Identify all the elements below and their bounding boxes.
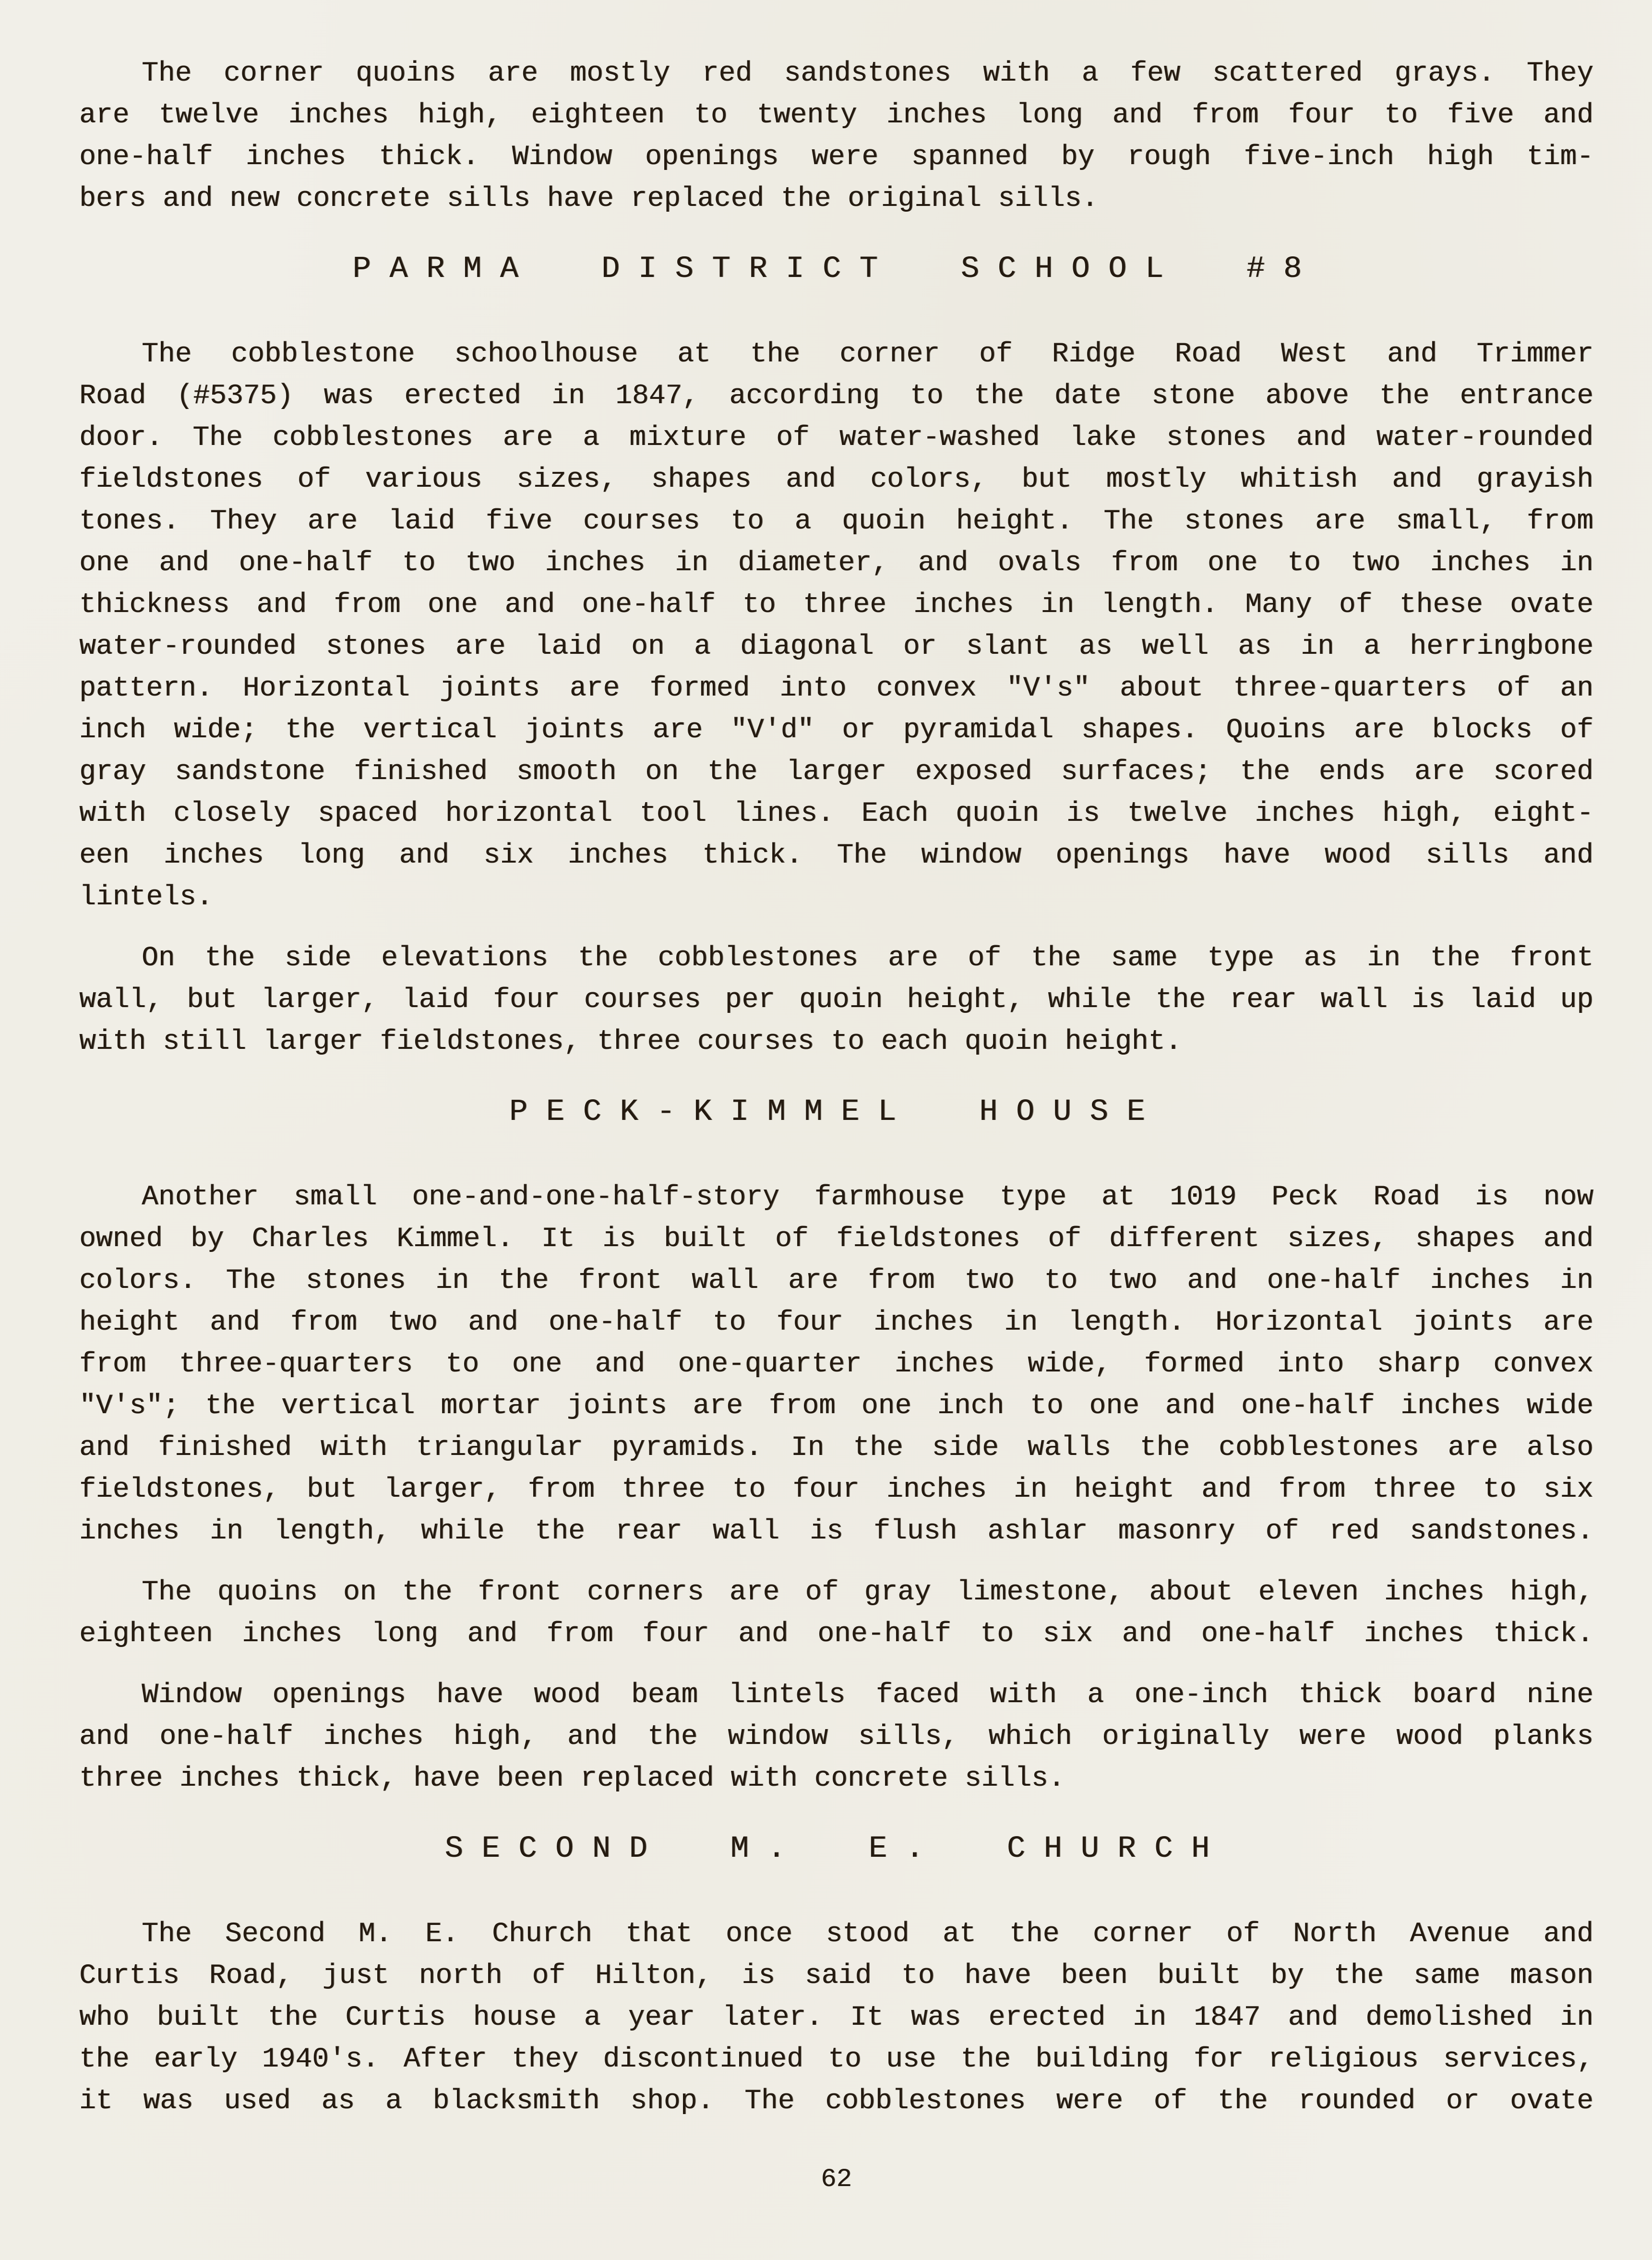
text-line: Window openings have wood beam lintels faced with a one-inch thick board nine	[142, 1680, 1593, 1711]
paragraph	[79, 334, 1593, 918]
text-line: fieldstones of various sizes, shapes and colors, but mostly whitish and grayish	[79, 464, 1593, 495]
paragraph	[79, 1572, 1593, 1655]
section-heading: PARMA DISTRICT SCHOOL #8	[352, 252, 1320, 287]
text-line: height and from two and one-half to four inches in length. Horizontal joints are	[79, 1307, 1593, 1338]
text-line: colors. The stones in the front wall are from two to two and one-half inches in	[79, 1265, 1593, 1297]
text-line: wall, but larger, laid four courses per quoin height, while the rear wall is laid up	[79, 985, 1593, 1016]
text-line: pattern. Horizontal joints are formed into convex "V's" about three-quarters of an	[79, 673, 1593, 704]
text-line: On the side elevations the cobblestones are of the same type as in the front	[142, 943, 1593, 974]
text-line: owned by Charles Kimmel. It is built of fieldstones of different sizes, shapes and	[79, 1224, 1593, 1255]
text-line: three inches thick, have been replaced with concrete sills.	[79, 1763, 1065, 1794]
text-line: The Second M. E. Church that once stood at the corner of North Avenue and	[142, 1919, 1593, 1950]
text-line: gray sandstone finished smooth on the larger exposed surfaces; the ends are scored	[79, 757, 1593, 788]
text-line: door. The cobblestones are a mixture of water-washed lake stones and water-rounded	[79, 422, 1593, 454]
text-line: from three-quarters to one and one-quarter inches wide, formed into sharp convex	[79, 1349, 1593, 1380]
text-line: water-rounded stones are laid on a diagonal or slant as well as in a herringbone	[79, 631, 1593, 662]
text-line: The cobblestone schoolhouse at the corner of Ridge Road West and Trimmer	[142, 339, 1593, 370]
text-line: are twelve inches high, eighteen to twenty inches long and from four to five and	[79, 100, 1593, 131]
text-line: with still larger fieldstones, three courses to each quoin height.	[79, 1026, 1182, 1058]
text-line: it was used as a blacksmith shop. The cobblestones were of the rounded or ovate	[79, 2086, 1593, 2117]
section-heading: PECK-KIMMEL HOUSE	[509, 1095, 1164, 1130]
text-line: eighteen inches long and from four and one-half to six and one-half inches thick.	[79, 1619, 1593, 1650]
text-line: the early 1940's. After they discontinued to use the building for religious services,	[79, 2044, 1593, 2075]
text-line: The corner quoins are mostly red sandstones with a few scattered grays. They	[142, 58, 1593, 89]
text-line: one and one-half to two inches in diameter, and ovals from one to two inches in	[79, 548, 1593, 579]
text-line: Another small one-and-one-half-story farmhouse type at 1019 Peck Road is now	[142, 1182, 1593, 1213]
paragraph	[79, 1177, 1593, 1552]
text-line: bers and new concrete sills have replaced the original sills.	[79, 183, 1099, 215]
text-line: een inches long and six inches thick. The window openings have wood sills and	[79, 840, 1593, 871]
page-content	[79, 53, 1593, 2122]
text-line: and one-half inches high, and the window sills, which originally were wood planks	[79, 1721, 1593, 1753]
text-line: thickness and from one and one-half to three inches in length. Many of these ovate	[79, 589, 1593, 621]
text-line: one-half inches thick. Window openings were spanned by rough five-inch high tim-	[79, 142, 1593, 173]
text-line: "V's"; the vertical mortar joints are from one inch to one and one-half inches wide	[79, 1391, 1593, 1422]
text-line: inches in length, while the rear wall is flush ashlar masonry of red sandstones.	[79, 1516, 1593, 1547]
text-line: who built the Curtis house a year later. It was erected in 1847 and demolished in	[79, 2002, 1593, 2033]
paragraph	[79, 53, 1593, 220]
text-line: lintels.	[79, 882, 213, 913]
text-line: inch wide; the vertical joints are "V'd" or pyramidal shapes. Quoins are blocks of	[79, 715, 1593, 746]
text-line: The quoins on the front corners are of gray limestone, about eleven inches high,	[142, 1577, 1593, 1608]
text-line: with closely spaced horizontal tool lines. Each quoin is twelve inches high, eight-	[79, 798, 1593, 829]
page-number: 62	[821, 2165, 852, 2194]
text-line: tones. They are laid five courses to a quoin height. The stones are small, from	[79, 506, 1593, 537]
paragraph	[79, 1913, 1593, 2122]
paragraph	[79, 938, 1593, 1063]
text-line: and finished with triangular pyramids. In the side walls the cobblestones are also	[79, 1432, 1593, 1464]
text-line: fieldstones, but larger, from three to four inches in height and from three to six	[79, 1474, 1593, 1505]
text-line: Curtis Road, just north of Hilton, is said to have been built by the same mason	[79, 1960, 1593, 1992]
text-line: Road (#5375) was erected in 1847, according to the date stone above the entrance	[79, 381, 1593, 412]
section-heading: SECOND M. E. CHURCH	[444, 1832, 1228, 1866]
paragraph	[79, 1674, 1593, 1800]
